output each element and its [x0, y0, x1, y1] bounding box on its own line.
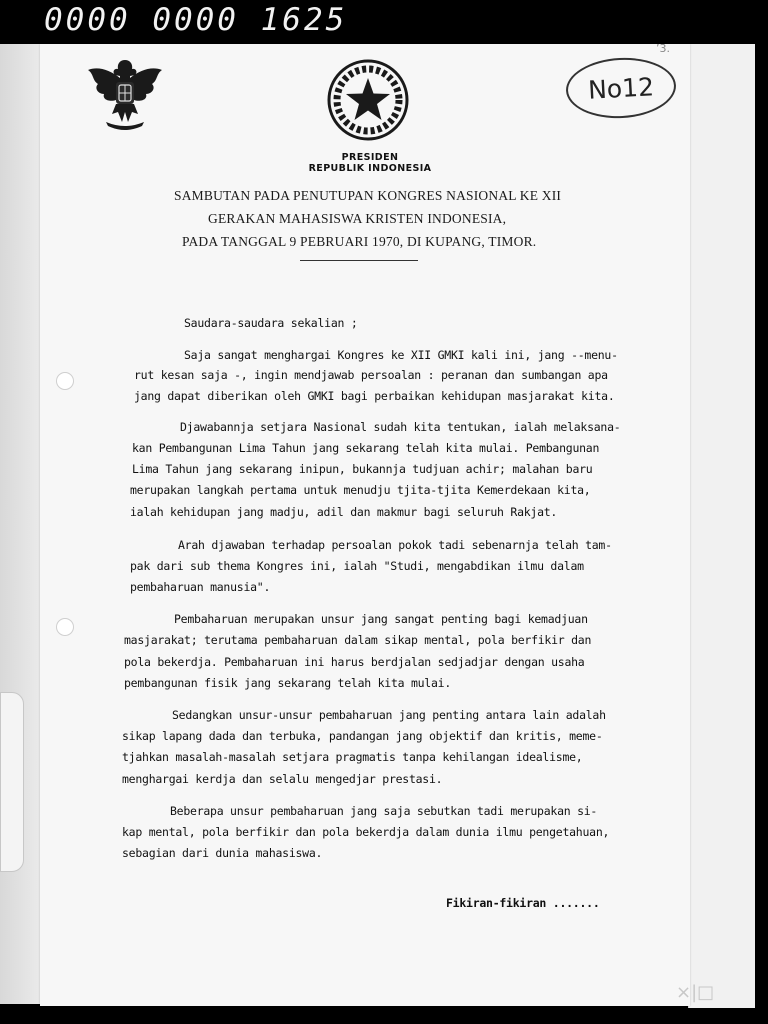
text-line: Lima Tahun jang sekarang inipun, bukannja tudjuan achir; malahan baru — [132, 462, 593, 476]
text-line: sebagian dari dunia mahasiswa. — [122, 846, 323, 860]
text-line: Pembaharuan merupakan unsur jang sangat penting bagi kemadjuan — [174, 612, 588, 626]
text-line: pembaharuan manusia". — [130, 580, 271, 594]
text-line: Sedangkan unsur-unsur pembaharuan jang penting antara lain adalah — [172, 708, 606, 722]
corner-mark: ʼ3. — [656, 42, 670, 55]
text-line: merupakan langkah pertama untuk menudju tjita-tjita Kemerdekaan kita, — [130, 483, 591, 497]
film-top-strip — [0, 0, 768, 44]
text-line: pola bekerdja. Pembaharuan ini harus berdjalan sedjadjar dengan usaha — [124, 655, 585, 669]
punch-hole — [56, 618, 74, 636]
heading-line: PADA TANGGAL 9 PEBRUARI 1970, DI KUPANG, TIMOR. — [182, 234, 537, 249]
text-line: rut kesan saja -, ingin mendjawab persoalan : peranan dan sumbangan apa — [134, 368, 608, 382]
text-line: ialah kehidupan jang madju, adil dan makmur bagi seluruh Rakjat. — [130, 505, 558, 519]
text-line: pembangunan fisik jang sekarang telah kita mulai. — [124, 676, 452, 690]
text-line: Arah djawaban terhadap persoalan pokok tadi sebenarnja telah tam- — [178, 538, 612, 552]
heading-line: GERAKAN MAHASISWA KRISTEN INDONESIA, — [208, 211, 507, 226]
underlying-sheet-right — [688, 44, 755, 1010]
document-number-stamp: No12 — [565, 55, 678, 121]
page-corner-mark: ×|□ — [676, 982, 715, 1003]
text-line: menghargai kerdja dan selalu mengedjar prestasi. — [122, 772, 443, 786]
film-bottom-strip — [0, 1008, 768, 1024]
microfilm-frame-number: 0000 0000 1625 — [44, 2, 348, 38]
letterhead-title — [260, 152, 480, 174]
text-line: sikap lapang dada dan terbuka, pandangan jang objektif dan kritis, meme- — [122, 729, 603, 743]
text-line: Saja sangat menghargai Kongres ke XII GMKI kali ini, jang --menu- — [184, 348, 618, 362]
garuda-emblem-icon — [84, 52, 166, 134]
text-line: kap mental, pola berfikir dan pola bekerdja dalam dunia ilmu pengetahuan, — [122, 825, 610, 839]
text-line: kan Pembangunan Lima Tahun jang sekarang telah kita mulai. Pembangunan — [132, 441, 600, 455]
binder-clip — [0, 692, 24, 872]
text-line: jang dapat diberikan oleh GMKI bagi perbaikan kehidupan masjarakat kita. — [134, 389, 615, 403]
presidential-seal-icon — [326, 58, 410, 142]
text-line: tjahkan masalah-masalah setjara pragmatis tanpa kehilangan idealisme, — [122, 750, 583, 764]
salutation: Saudara-saudara sekalian ; — [184, 316, 358, 330]
punch-hole — [56, 372, 74, 390]
continuation-text: Fikiran-fikiran ....... — [446, 896, 600, 910]
text-line: pak dari sub thema Kongres ini, ialah "Studi, mengabdikan ilmu dalam — [130, 559, 584, 573]
text-line: Djawabannja setjara Nasional sudah kita tentukan, ialah melaksana- — [180, 420, 621, 434]
heading-underline — [300, 260, 418, 261]
text-line: Beberapa unsur pembaharuan jang saja sebutkan tadi merupakan si- — [170, 804, 598, 818]
letterhead-line: REPUBLIK INDONESIA — [308, 163, 432, 174]
heading-line: SAMBUTAN PADA PENUTUPAN KONGRES NASIONAL KE XII — [174, 188, 562, 203]
text-line: masjarakat; terutama pembaharuan dalam sikap mental, pola berfikir dan — [124, 633, 592, 647]
letterhead-line: PRESIDEN — [341, 152, 399, 163]
